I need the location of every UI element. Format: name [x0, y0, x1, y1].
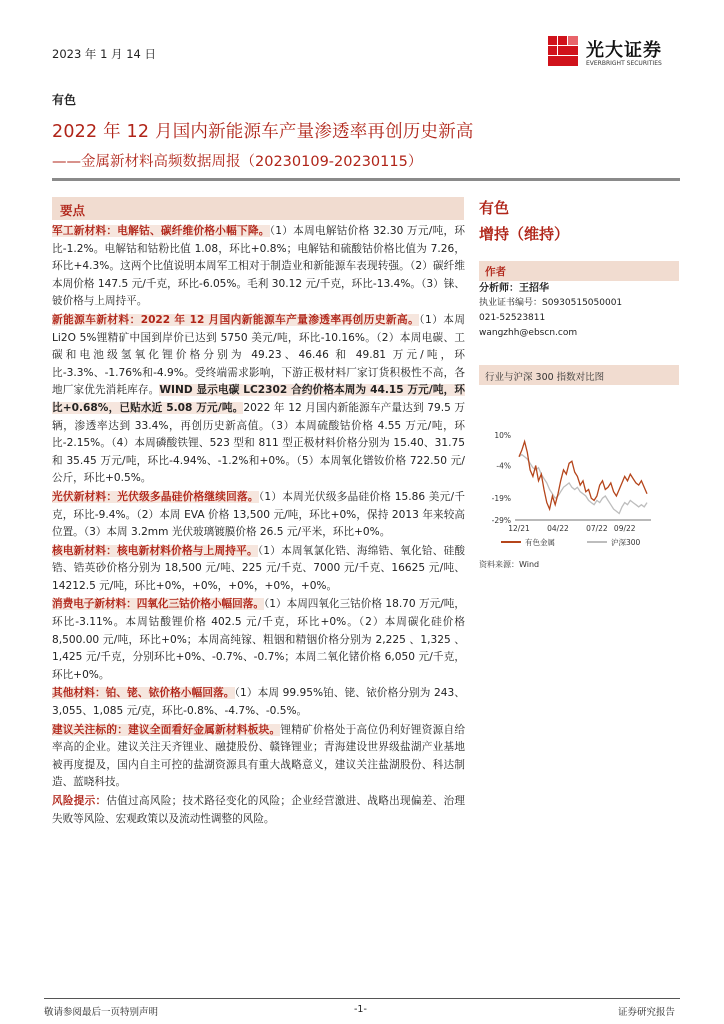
report-date: 2023 年 1 月 14 日: [52, 47, 156, 61]
paragraph-text: 估值过高风险；技术路径变化的风险；企业经营激进、战略出现偏差、治理失败等风险、宏观政策以及流动性调整的风险。: [52, 795, 466, 825]
footer-report-type: 证券研究报告: [618, 1007, 676, 1018]
paragraph-head: 风险提示：: [52, 795, 107, 807]
industry-label: 有色: [52, 93, 77, 107]
sidebar-rating: 增持（维持）: [479, 225, 570, 243]
sidebar-industry: 有色: [479, 199, 510, 217]
paragraph-text: （1）本周四氧化三钴价格 18.70 万元/吨，环比-3.11%。本周钴酸锂价格 402.5 元/千克，环比+0%。（2）本周碳化硅价格 8,500.00 元/吨，环比+0%；本周高纯镓、粗铟和精铟价格分别为 2,225 、1,325 、1,425 元/千克，分别环比+0%、-0.7%、-0.7%；本周二氧化锗价格 6,050 元/千克，环比+0%。: [52, 598, 465, 681]
series-line-csi300: [519, 455, 647, 514]
logo-name-cn: 光大证券: [586, 40, 662, 61]
footer-divider: [44, 998, 680, 999]
paragraph-text: （1）本周 Li2O 5%锂精矿中国到岸价已达到 5750 美元/吨，环比-10.16%。（2）本周电碳、工碳和电池级氢氧化锂价格分别为 49.23、46.46 和 49.81 万元/吨，环比-3.3%、-1.76%和-4.9%。受终端需求影响，下游正极材料厂家订货积极性不高，各地厂家优先消耗库存。: [52, 313, 465, 397]
paragraph-text: （1）本周 99.95%铂、铑、铱价格分别为 243、3,055、1,085 元/克，环比-0.8%、-4.7%、-0.5%。: [52, 687, 466, 718]
paragraph-head: 核电新材料：核电新材料价格与上周持平。: [52, 544, 258, 557]
paragraph-picks: [52, 722, 465, 792]
paragraph-head: 新能源车新材料：2022 年 12 月国内新能源车产量渗透率再创历史新高。: [52, 313, 420, 326]
summary-body: [52, 223, 465, 829]
paragraph-other: [52, 685, 465, 720]
analyst-license: 执业证书编号：S0930515050001: [479, 298, 623, 308]
author-label: 作者: [485, 266, 506, 278]
logo-name-en: EVERBRIGHT SECURITIES: [586, 60, 662, 67]
analyst-email[interactable]: wangzhh@ebscn.com: [479, 328, 578, 338]
everbright-logo-icon: [546, 34, 580, 68]
index-comparison-chart: [479, 425, 679, 555]
legend-label: 有色金属: [525, 538, 555, 547]
summary-header: [52, 197, 464, 220]
analyst-name: 分析师：王招华: [479, 283, 549, 294]
y-tick-label: 10%: [494, 431, 511, 440]
paragraph-head: 其他材料：铂、铑、铱价格小幅回落。: [52, 687, 235, 700]
paragraph-text-2: 2022 年 12 月国内新能源车产量达到 79.5 万辆，渗透率达到 33.4%，再创历史新高值。（3）本周硫酸钴价格 4.55 万元/吨，环比-2.15%。（4）本周磷酸铁锂、523 型和 811 型正极材料价格分别为 15.40、31.75 和 35.45 万元/吨，环比-4.94%、-1.2%和+0%。（5）本周氧化镨钕价格 722.50 元/公斤，环比+0.5%。: [52, 401, 465, 485]
chart-label: 行业与沪深 300 指数对比图: [485, 372, 605, 383]
report-subtitle: ——金属新材料高频数据周报（20230109-20230115）: [52, 154, 423, 170]
legend-label: 沪深300: [611, 538, 641, 547]
paragraph-ev: [52, 312, 465, 488]
title-divider: [52, 178, 680, 181]
footer-disclaimer: 敬请参阅最后一页特别声明: [44, 1007, 159, 1018]
y-tick-label: -29%: [491, 516, 511, 525]
author-header: [479, 261, 679, 281]
paragraph-nuclear: [52, 543, 465, 596]
paragraph-text: 锂精矿价格处于高位仍利好锂资源自给率高的企业。建议关注天齐锂业、融捷股份、赣锋锂业；青海建设世界级盐湖产业基地被再度提及，国内自主可控的盐湖资源具有重大战略意义，建议关注盐湖股份、科达制造、蓝晓科技。: [52, 723, 466, 789]
chart-header: [479, 365, 679, 385]
series-line-nonferrous: [519, 442, 647, 510]
paragraph-military: [52, 223, 465, 311]
paragraph-highlight: WIND 显示电碳 LC2302 合约价格本周为 44.15 万元/吨，环比+0.68%，已贴水近 5.08 万元/吨。: [52, 384, 465, 414]
paragraph-head: 光伏新材料：光伏级多晶硅价格继续回落。: [52, 490, 259, 503]
analyst-block: [479, 281, 622, 341]
paragraph-consumer: [52, 596, 465, 684]
summary-label: 要点: [60, 203, 86, 218]
x-tick-label: 12/21: [508, 524, 530, 533]
paragraph-head: 消费电子新材料：四氧化三钴价格小幅回落。: [52, 598, 264, 611]
paragraph-text: （1）本周氧氯化锆、海绵锆、氧化铪、硅酸锆、锆英砂价格分别为 18,500 元/吨、225 元/千克、7000 元/千克、16625 元/吨、14212.5 元/吨，环比+0%，+0%，+0%，+0%，+0%。: [52, 544, 465, 592]
y-tick-label: -4%: [496, 461, 511, 471]
paragraph-head: 建议关注标的：建议全面看好金属新材料板块。: [52, 723, 281, 736]
paragraph-pv: [52, 489, 465, 542]
paragraph-text: （1）本周光伏级多晶硅价格 15.86 美元/千克，环比-9.4%。（2）本周 EVA 价格 13,500 元/吨，环比+0%，保持 2013 年来较高位置。（3）本周 3.2mm 光伏玻璃镀膜价格 26.5 元/平米，环比+0%。: [52, 490, 465, 539]
x-tick-label: 09/22: [613, 524, 636, 533]
brand-logo: [546, 34, 686, 72]
report-title: 2022 年 12 月国内新能源车产量渗透率再创历史新高: [52, 122, 474, 142]
page-number: -1-: [354, 1004, 367, 1015]
y-tick-label: -19%: [491, 494, 511, 504]
x-tick-label: 07/22: [586, 524, 608, 533]
analyst-phone: 021-52523811: [479, 313, 546, 323]
paragraph-risk: [52, 793, 465, 828]
paragraph-head: 军工新材料：电解钴、碳纤维价格小幅下降。: [52, 225, 270, 237]
x-tick-label: 04/22: [547, 524, 569, 533]
chart-source: 资料来源：Wind: [479, 560, 540, 569]
paragraph-text: （1）本周电解钴价格 32.30 万元/吨，环比-1.2%。电解钴和钴粉比值 1.08，环比+0.8%；电解钴和硫酸钴价格比值为 7.26，环比+4.3%。这两个比值说明本周军工相对于制造业和新能源车表现转强。（2）碳纤维本周价格 147.5 元/千克，环比-6.05%。毛利 30.12 元/千克，环比-13.4%。（3）铼、铍价格与上周持平。: [52, 225, 466, 308]
